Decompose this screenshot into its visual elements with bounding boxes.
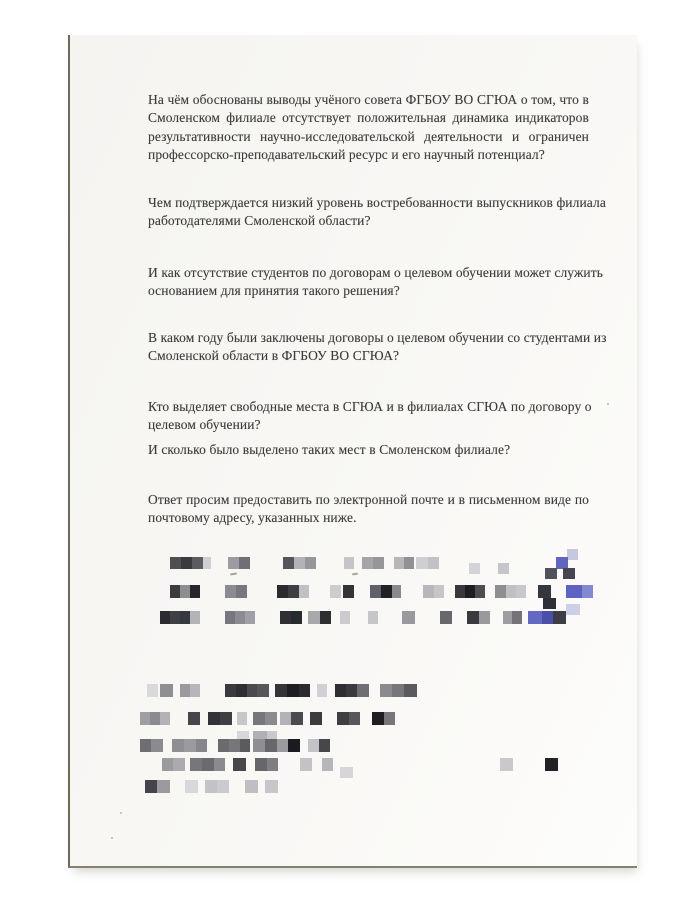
redaction-cell (151, 739, 163, 752)
redaction-cell (184, 739, 196, 752)
scan-speck (120, 812, 122, 814)
text-line: основанием для принятия такого решения? (148, 283, 400, 299)
redaction-cell (319, 739, 330, 752)
redaction-cell (140, 712, 150, 725)
redaction-cell (384, 712, 395, 725)
redaction-cell (180, 684, 190, 697)
redaction-cell (247, 684, 257, 697)
text-line: работодателями Смоленской области? (148, 213, 371, 229)
redaction-cell (220, 712, 232, 725)
redaction-cell (335, 684, 346, 697)
text-line: Ответ просим предоставить по электронной почте и в письменном виде по (148, 492, 589, 507)
text-line: Чем подтверждается низкий уровень востребованности выпускников филиала (148, 195, 606, 210)
redaction-cell (240, 739, 250, 752)
text-line: И сколько было выделено таких мест в Смоленском филиале? (148, 442, 511, 457)
text-line: почтовому адресу, указанных ниже. (148, 510, 357, 526)
redaction-cell (188, 712, 200, 725)
redaction-cell (162, 758, 173, 771)
redaction-cell (150, 712, 160, 725)
redaction-cell (253, 739, 265, 752)
redaction-cell (500, 758, 513, 771)
redaction-cell (245, 780, 258, 793)
text-line: Кто выделяет свободные места в СГЮА и в филиалах СГЮА по договору о (148, 399, 592, 414)
redaction-cell (287, 684, 299, 697)
redaction-cell (275, 684, 287, 697)
redaction-cell (147, 684, 158, 697)
text-line: профессорско-преподавательский ресурс и его научный потенциал? (148, 147, 545, 163)
redaction-cell (205, 780, 217, 793)
redaction-cell (308, 739, 319, 752)
redaction-cell (233, 758, 246, 771)
redaction-cell (140, 739, 151, 752)
redaction-cell (340, 767, 353, 778)
redaction-cell (253, 712, 265, 725)
letter-body (70, 35, 637, 866)
redaction-cell (157, 780, 170, 793)
scan-speck (111, 837, 113, 839)
redaction-cell (185, 780, 198, 793)
redaction-cell (145, 780, 157, 793)
redaction-cell (380, 684, 392, 697)
redacted-address-block (70, 35, 637, 866)
text-line: Смоленском филиале отсутствует положительная динамика индикаторов (148, 110, 589, 126)
redaction-cell (190, 758, 202, 771)
text-line: целевом обучении? (148, 417, 261, 433)
redaction-cell (280, 712, 291, 725)
redaction-cell (265, 712, 277, 725)
redaction-cell (160, 712, 170, 725)
redaction-cell (357, 684, 369, 697)
redaction-cell (257, 684, 269, 697)
redaction-cell (346, 684, 357, 697)
redaction-cell (277, 739, 288, 752)
redaction-cell (190, 684, 200, 697)
redaction-cell (337, 712, 349, 725)
scan-speck (607, 403, 609, 405)
redaction-cell (291, 712, 303, 725)
redaction-cell (218, 739, 229, 752)
redaction-cell (265, 780, 278, 793)
text-line: И как отсутствие студентов по договорам о целевом обучении может служить (148, 265, 603, 280)
redaction-cell (229, 739, 240, 752)
redaction-cell (300, 758, 312, 771)
redaction-cell (208, 712, 220, 725)
text-line: Смоленской области в ФГБОУ ВО СГЮА? (148, 348, 400, 364)
redaction-cell (172, 739, 184, 752)
redaction-cell (349, 712, 360, 725)
redaction-cell (255, 758, 267, 771)
redaction-cell (288, 739, 300, 752)
redaction-cell (404, 684, 417, 697)
redaction-cell (310, 712, 322, 725)
redaction-cell (372, 712, 384, 725)
redaction-cell (202, 758, 214, 771)
redaction-cell (317, 684, 327, 697)
redaction-cell (237, 712, 247, 725)
redaction-cell (173, 758, 185, 771)
redaction-cell (265, 739, 277, 752)
redaction-cell (225, 684, 236, 697)
redaction-cell (299, 684, 310, 697)
text-line: В каком году были заключены договоры о целевом обучении со студентами из (148, 330, 607, 345)
redaction-cell (236, 684, 247, 697)
text-line: результативности научно-исследовательской деятельности и ограничен (148, 128, 589, 144)
redaction-cell (196, 739, 207, 752)
redaction-cell (217, 780, 229, 793)
redaction-cell (214, 758, 225, 771)
redaction-cell (322, 758, 333, 771)
redaction-cell (392, 684, 404, 697)
scanned-letter-page (68, 35, 637, 868)
text-line: На чём обоснованы выводы учёного совета ФГБОУ ВО СГЮА о том, что в (148, 92, 589, 107)
redaction-cell (545, 758, 558, 771)
redaction-cell (267, 758, 278, 771)
redaction-cell (160, 684, 173, 697)
